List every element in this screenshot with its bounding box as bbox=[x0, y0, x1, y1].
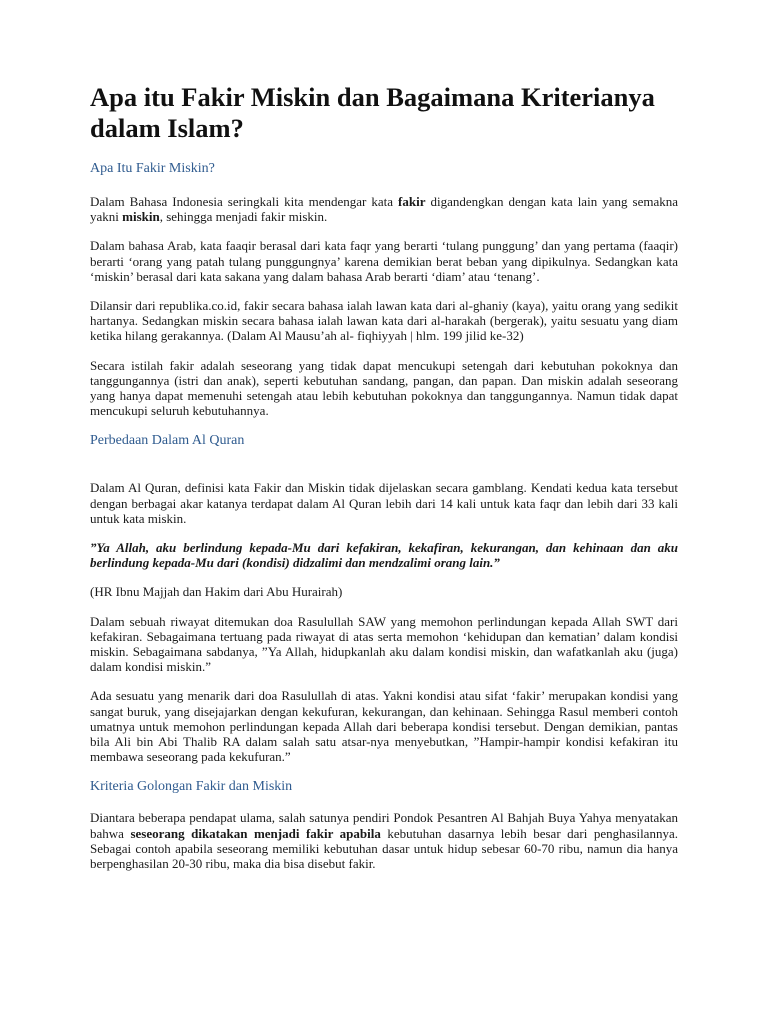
paragraph: Dilansir dari republika.co.id, fakir secara bahasa ialah lawan kata dari al-ghaniy (kaya), yaitu orang yang sedikit hartanya. Sedangkan miskin secara bahasa ialah lawan kata dari al-harakah (bergerak), yaitu sesuatu yang diam ketika hilang gerakannya. (Dalam Al Mausu’ah al- fiqhiyyah | hlm. 199 jilid ke-32) bbox=[90, 298, 678, 344]
paragraph: Dalam bahasa Arab, kata faaqir berasal dari kata faqr yang berarti ‘tulang punggung’ dan yang pertama (faaqir) berarti ‘orang yang patah tulang punggungnya’ karena demikian berat beban yang dipikulnya. Sedangkan kata ‘miskin’ berasal dari kata sakana yang dalam bahasa Arab berarti ‘diam’ atau ‘tenang’. bbox=[90, 238, 678, 284]
paragraph: Dalam sebuah riwayat ditemukan doa Rasulullah SAW yang memohon perlindungan kepada Allah SWT dari kefakiran. Sebagaimana tertuang pada riwayat di atas serta memohon ‘kehidupan dan kematian’ dalam kondisi miskin. Sebagaimana sabdanya, ”Ya Allah, hidupkanlah aku dalam kondisi miskin, dan wafatkanlah aku (juga) dalam kondisi miskin.” bbox=[90, 613, 678, 675]
paragraph: Ada sesuatu yang menarik dari doa Rasulullah di atas. Yakni kondisi atau sifat ‘fakir’ merupakan kondisi yang sangat buruk, yang disejajarkan dengan kekufuran, kekurangan, dan kehinaan. Sehingga Rasul memberi contoh umatnya untuk memohon perlindungan kepada Allah dari beberapa kondisi tersebut. Dengan demikian, pantas bila Ali bin Abi Thalib RA dalam salah satu atsar-nya menyebutkan, ”Hampir-hampir kondisi kefakiran itu membawa seseorang pada kekufuran.” bbox=[90, 688, 678, 765]
section-heading-apa-itu: Apa Itu Fakir Miskin? bbox=[90, 161, 215, 176]
document-page bbox=[90, 82, 678, 871]
text-run: , sehingga menjadi fakir miskin. bbox=[159, 209, 328, 225]
text-run: digandengkan dengan kata lain yang semakna yakni bbox=[90, 194, 678, 225]
text-run: kebutuhan dasarnya lebih besar dari penghasilannya. Sebagai contoh apabila seseorang memiliki kebutuhan dasar untuk hidup sebesar 60-70 ribu, namun dia hanya berpenghasilan 20-30 ribu, maka dia bisa disebut fakir. bbox=[90, 825, 678, 872]
paragraph bbox=[90, 810, 678, 871]
hadith-quote: ”Ya Allah, aku berlindung kepada-Mu dari kefakiran, kekafiran, kekurangan, dan kehinaan dan aku berlindung kepada-Mu dari (kondisi) didzalimi dan mendzalimi orang lain.” bbox=[90, 540, 678, 571]
paragraph: Secara istilah fakir adalah seseorang yang tidak dapat mencukupi setengah dari kebutuhan pokoknya dan tanggungannya (istri dan anak), seperti kebutuhan sandang, pangan, dan papan. Dan miskin adalah seseorang yang hanya dapat memenuhi setengah atau lebih kebutuhan pokoknya dan tanggungannya. Namun tidak dapat mencukupi seluruh kebutuhannya. bbox=[90, 357, 678, 419]
text-run: Dalam Bahasa Indonesia seringkali kita mendengar kata bbox=[90, 194, 399, 209]
bold-term: miskin bbox=[122, 209, 160, 225]
section-heading-perbedaan: Perbedaan Dalam Al Quran bbox=[90, 433, 245, 449]
text-run: Diantara beberapa pendapat ulama, salah satunya pendiri Pondok Pesantren Al Bahjah Buya Yahya menyatakan bahwa bbox=[90, 810, 678, 841]
hadith-source: (HR Ibnu Majjah dan Hakim dari Abu Hurairah) bbox=[90, 584, 343, 600]
page-title: Apa itu Fakir Miskin dan Bagaimana Kriterianya dalam Islam? bbox=[90, 82, 655, 143]
paragraph: Dalam Al Quran, definisi kata Fakir dan Miskin tidak dijelaskan secara gamblang. Kendati kedua kata tersebut dengan berbagai akar katanya terdapat dalam Al Quran lebih dari 14 kali untuk kata faqr dan lebih dari 33 kali untuk kata miskin. bbox=[90, 480, 678, 526]
section-heading-kriteria: Kriteria Golongan Fakir dan Miskin bbox=[90, 779, 293, 795]
paragraph bbox=[90, 194, 678, 224]
bold-term: fakir bbox=[398, 194, 426, 209]
bold-term: seseorang dikatakan menjadi fakir apabila bbox=[130, 825, 381, 841]
